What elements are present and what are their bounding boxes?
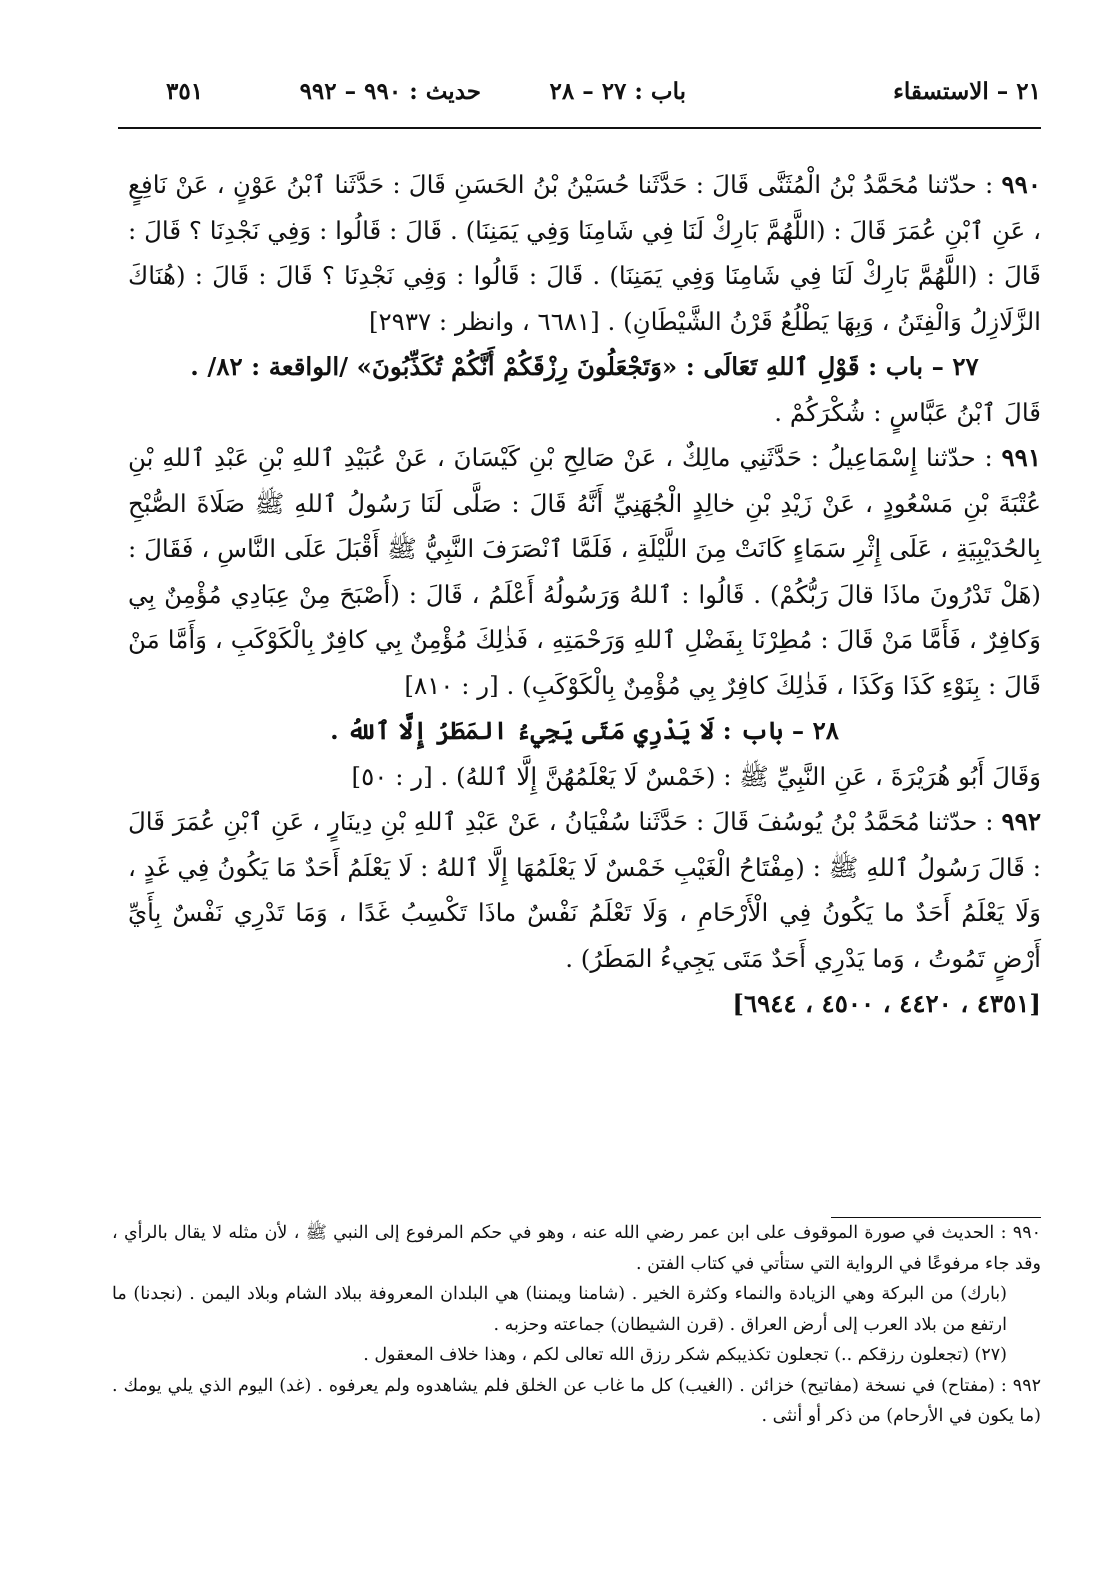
- header-bab-range: باب : ٢٧ – ٢٨: [549, 78, 686, 105]
- bab-28-heading: ٢٨ – باب : لَا يَدْرِي مَتَى يَجِيءُ المَطَرُ إِلَّا ٱللهُ .: [330, 716, 839, 745]
- footnote-992: ٩٩٢ : (مفتاح) في نسخة (مفاتيح) خزائن . (الغيب) كل ما غاب عن الخلق فلم يشاهدوه ولم يعرفوه . (غد) اليوم الذي يلي يومك . (ما يكون في الأرحام) من ذكر أو أنثى .: [112, 1375, 1041, 1426]
- abu-hurayra-note: وَقَالَ أَبُو هُرَيْرَةَ ، عَنِ النَّبِيِّ ﷺ : (خَمْسٌ لَا يَعْلَمُهُنَّ إِلَّا ٱللهُ) . [ر : ٥٠]: [351, 761, 1041, 791]
- footnote-990: ٩٩٠ : الحديث في صورة الموقوف على ابن عمر رضي الله عنه ، وهو في حكم المرفوع إلى النبي ﷺ ، لأن مثله لا يقال بالرأي ، وقد جاء مرفوعًا في الرواية التي ستأتي في كتاب الفتن .: [112, 1223, 1041, 1274]
- footnote-990-glossary: (بارك) من البركة وهي الزيادة والنماء وكثرة الخير . (شامنا ويمننا) هي البلدان المعروفة ببلاد الشام وبلاد اليمن . (نجدنا) ما ارتفع من بلاد العرب إلى أرض العراق . (قرن الشيطان) جماعته وحزبه .: [112, 1284, 1007, 1335]
- header-hadith-range: حديث : ٩٩٠ – ٩٩٢: [299, 78, 481, 105]
- hadith-991: [128, 435, 1041, 708]
- hadith-number: ٩٩١: [1001, 443, 1041, 472]
- ibn-abbas-note: قَالَ ٱبْنُ عَبَّاسٍ : شُكْرَكُمْ .: [774, 397, 1041, 427]
- hadith-number: ٩٩٢: [1001, 807, 1041, 836]
- running-header: [118, 78, 1041, 112]
- hadith-text: : حدّثنا مُحَمَّدُ بْنُ يُوسُفَ قَالَ : حَدَّثَنا سُفْيَانُ ، عَنْ عَبْدِ ٱللهِ بْنِ دِينَارٍ ، عَنِ ٱبْنِ عُمَرَ قَالَ : قَالَ رَسُولُ ٱللهِ ﷺ : (مِفْتَاحُ الْغَيْبِ خَمْسٌ لَا يَعْلَمُهَا إِلَّا ٱللهُ : لَا يَعْلَمُ أَحَدٌ مَا يَكُونُ فِي غَدٍ ، وَلَا يَعْلَمُ أَحَدٌ ما يَكُونُ فِي الْأَرْحَامِ ، وَلَا تَعْلَمُ نَفْسٌ ماذَا تَكْسِبُ غَدًا ، وَمَا تَدْرِي نَفْسٌ بِأَيِّ أَرْضٍ تَمُوتُ ، وَما يَدْرِي أَحَدٌ مَتَى يَجِيءُ المَطَرُ) .: [128, 807, 1041, 973]
- footnotes: [112, 1218, 1041, 1432]
- hadith-992: [128, 799, 1041, 981]
- main-text: [128, 162, 1041, 1027]
- hadith-text: : حدّثنا مُحَمَّدُ بْنُ الْمُثَنَّى قَالَ : حَدَّثَنا حُسَيْنُ بْنُ الحَسَنِ قَالَ : حَدَّثَنا ٱبْنُ عَوْنٍ ، عَنْ نَافِعٍ ، عَنِ ٱبْنِ عُمَرَ قَالَ : (اللَّهُمَّ بَارِكْ لَنَا فِي شَامِنَا وَفِي يَمَنِنَا) . قَالَ : قَالُوا : وَفِي نَجْدِنَا ؟ قَالَ : قَالَ : (اللَّهُمَّ بَارِكْ لَنَا فِي شَامِنَا وَفِي يَمَنِنَا) . قَالَ : قَالُوا : وَفِي نَجْدِنَا ؟ قَالَ : قَالَ : (هُنَاكَ الزَّلَازِلُ وَالْفِتَنُ ، وَبِهَا يَطْلُعُ قَرْنُ الشَّيْطَانِ) . [٦٦٨١ ، وانظر : ٢٩٣٧]: [128, 170, 1041, 336]
- header-section-title: ٢١ – الاستسقاء: [893, 78, 1041, 105]
- hadith-990: [128, 162, 1041, 344]
- header-rule: [118, 127, 1041, 129]
- footnote-27: (٢٧) (تجعلون رزقكم ..) تجعلون تكذيبكم شكر رزق الله تعالى لكم ، وهذا خلاف المعقول .: [363, 1345, 1007, 1365]
- bab-27-heading: ٢٧ – باب : قَوْلِ ٱللهِ تَعَالَى : «وَتَجْعَلُونَ رِزْقَكُمْ أَنَّكُمْ تُكَذِّبُونَ» /الواقعة : ٨٢/ .: [190, 352, 979, 381]
- hadith-992-references: [٤٣٥١ ، ٤٤٢٠ ، ٤٥٠٠ ، ٦٩٤٤]: [732, 989, 1041, 1018]
- hadith-number: ٩٩٠: [1001, 170, 1041, 199]
- hadith-text: : حدّثنا إِسْمَاعِيلُ : حَدَّثَنِي مالِكٌ ، عَنْ صَالِحِ بْنِ كَيْسَانَ ، عَنْ عُبَيْدِ ٱللهِ بْنِ عَبْدِ ٱللهِ بْنِ عُتْبَةَ بْنِ مَسْعُودٍ ، عَنْ زَيْدِ بْنِ خالِدٍ الْجُهَنِيِّ أَنَّهُ قَالَ : صَلَّى لَنَا رَسُولُ ٱللهِ ﷺ صَلَاةَ الصُّبْحِ بِالحُدَيْبِيَةِ ، عَلَى إِثْرِ سَمَاءٍ كَانَتْ مِنَ اللَّيْلَةِ ، فَلَمَّا ٱنْصَرَفَ النَّبِيُّ ﷺ أَقْبَلَ عَلَى النَّاسِ ، فَقَالَ : (هَلْ تَدْرُونَ ماذَا قالَ رَبُّكُمْ) . قَالُوا : ٱللهُ وَرَسُولُهُ أَعْلَمُ ، قَالَ : (أَصْبَحَ مِنْ عِبَادِي مُؤْمِنٌ بِي وَكافِرٌ ، فَأَمَّا مَنْ قَالَ : مُطِرْنَا بِفَضْلِ ٱللهِ وَرَحْمَتِهِ ، فَذٰلِكَ مُؤْمِنٌ بِي كافِرٌ بِالْكَوْكَبِ ، وَأَمَّا مَنْ قَالَ : بِنَوْءِ كَذَا وَكَذَا ، فَذٰلِكَ كافِرٌ بِي مُؤْمِنٌ بِالْكَوْكَبِ) . [ر : ٨١٠]: [128, 443, 1041, 700]
- page-number: ٣٥١: [166, 78, 204, 105]
